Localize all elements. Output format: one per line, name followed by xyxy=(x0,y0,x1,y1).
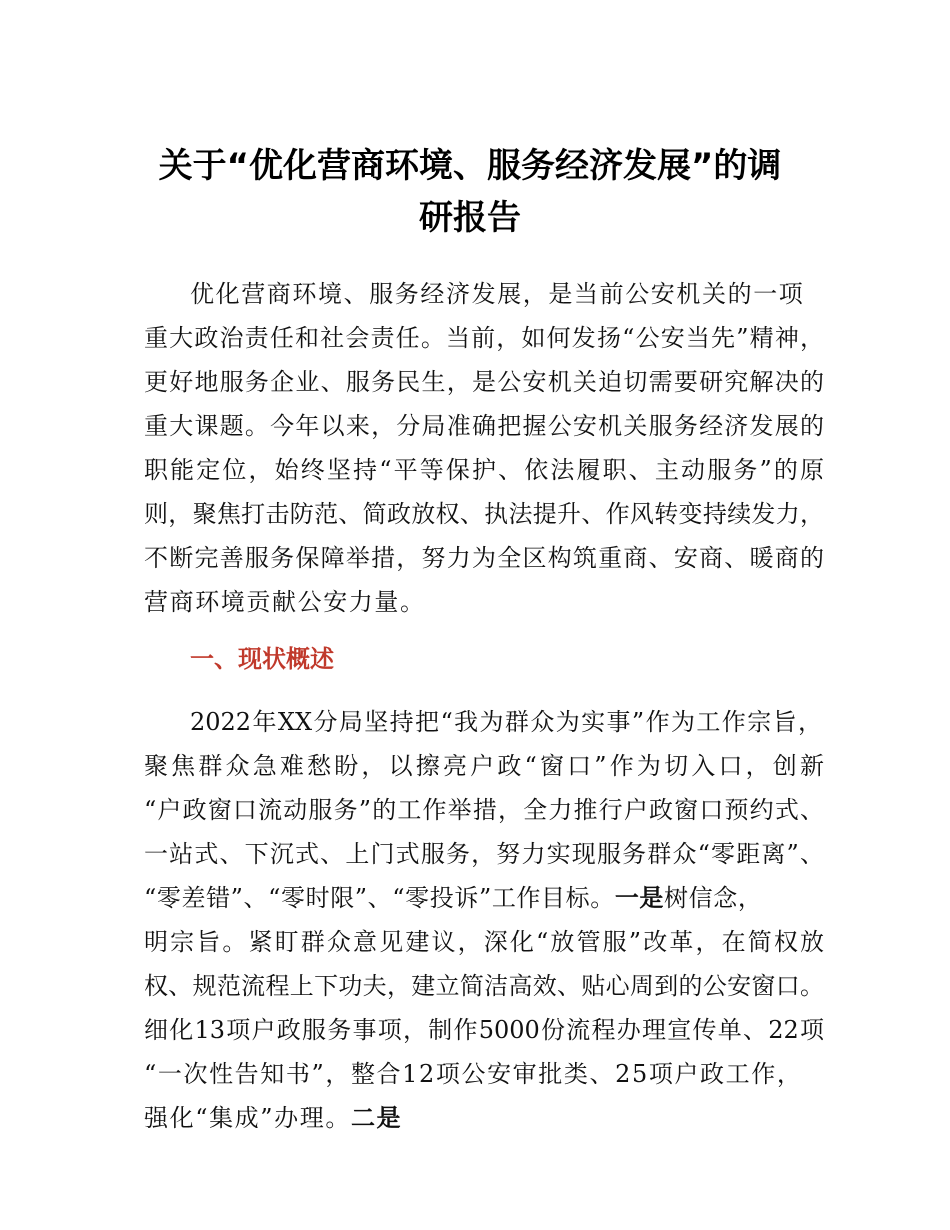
intro-line: 职能定位，始终坚持“平等保护、依法履职、主动服务”的原 xyxy=(144,456,824,484)
bold-marker: 一是 xyxy=(614,883,665,912)
section-line-tail: 树信念， xyxy=(664,884,763,912)
intro-line: 营商环境贡献公安力量。 xyxy=(144,588,426,616)
intro-line: 则，聚焦打击防范、简政放权、执法提升、作风转变持续发力， xyxy=(144,500,824,528)
intro-line: 不断完善服务保障举措，努力为全区构筑重商、安商、暖商的 xyxy=(144,544,824,572)
section-line: 一站式、下沉式、上门式服务，努力实现服务群众“零距离”、 xyxy=(144,840,824,868)
section-heading: 一、现状概述 xyxy=(190,645,334,673)
section-line: 明宗旨。紧盯群众意见建议，深化“放管服”改革，在简权放 xyxy=(144,928,824,956)
section-line: “一次性告知书”，整合12项公安审批类、25项户政工作， xyxy=(144,1060,803,1088)
section-line-text: 强化“集成”办理。 xyxy=(144,1104,351,1132)
section-line-text: “零差错”、“零时限”、“零投诉”工作目标。 xyxy=(144,884,615,912)
intro-line: 优化营商环境、服务经济发展，是当前公安机关的一项 xyxy=(190,280,805,308)
document-title-line-1: 关于“优化营商环境、服务经济发展”的调 xyxy=(158,146,782,186)
section-line: 细化13项户政服务事项，制作5000份流程办理宣传单、22项 xyxy=(144,1016,824,1044)
intro-line: 重大课题。今年以来，分局准确把握公安机关服务经济发展的 xyxy=(144,412,824,440)
section-line: “户政窗口流动服务”的工作举措，全力推行户政窗口预约式、 xyxy=(144,796,824,824)
intro-line: 更好地服务企业、服务民生，是公安机关迫切需要研究解决的 xyxy=(144,368,824,396)
intro-line: 重大政治责任和社会责任。当前，如何发扬“公安当先”精神， xyxy=(144,324,824,352)
section-line xyxy=(144,1101,402,1135)
section-line: 2022年XX分局坚持把“我为群众为实事”作为工作宗旨， xyxy=(190,708,822,736)
section-line xyxy=(144,881,762,915)
bold-marker: 二是 xyxy=(350,1103,403,1132)
section-line: 权、规范流程上下功夫，建立简洁高效、贴心周到的公安窗口。 xyxy=(144,972,824,1000)
section-line: 聚焦群众急难愁盼，以擦亮户政“窗口”作为切入口，创新 xyxy=(144,752,824,780)
document-title-line-2: 研报告 xyxy=(419,198,521,238)
